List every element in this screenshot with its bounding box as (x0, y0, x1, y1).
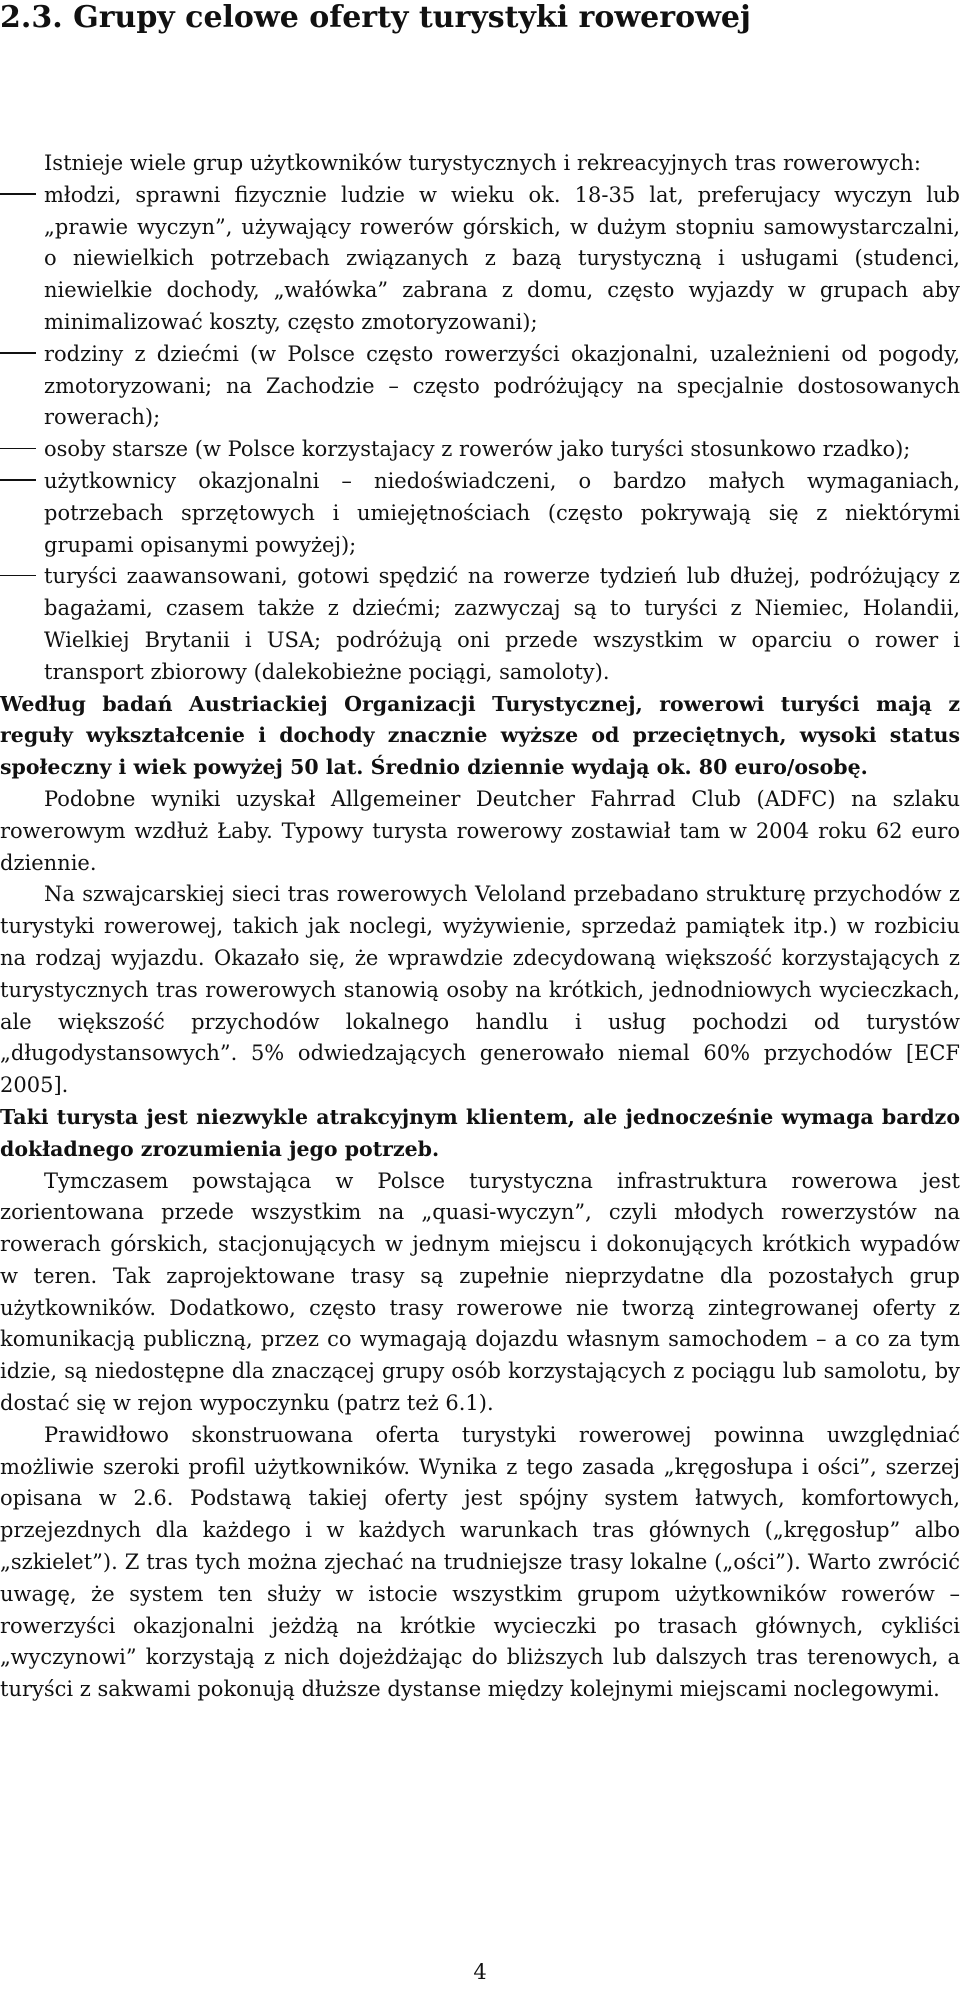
list-item-text: użytkownicy okazjonalni – niedoświadczeni, o bardzo małych wymaganiach, potrzebach sprzętowych i umiejętnościach (często pokrywają się z niektórymi grupami opisanymi powyżej); (44, 468, 960, 557)
dash-bullet (0, 434, 44, 466)
user-groups-list (0, 180, 960, 689)
list-item (0, 561, 960, 688)
list-item (0, 180, 960, 339)
list-item-text: młodzi, sprawni fizycznie ludzie w wieku ok. 18-35 lat, preferujacy wyczyn lub „prawie wyczyn”, używający rowerów górskich, w dużym stopniu samowystarczalni, o niewielkich potrzebach związanych z bazą turystyczną i usługami (studenci, niewielkie dochody, „wałówka” zabrana z domu, często wyjazdy w grupach aby minimalizować koszty, często zmotoryzowani); (44, 182, 960, 334)
list-item (0, 466, 960, 561)
page-number: 4 (473, 1960, 487, 1984)
bold-finding-paragraph: Według badań Austriackiej Organizacji Turystycznej, rowerowi turyści mają z reguły wykształcenie i dochody znacznie wyższe od przeciętnych, wysoki status społeczny i wiek powyżej 50 lat. Średnio dziennie wydają ok. 80 euro/osobę. (0, 691, 960, 780)
list-item-text: rodziny z dziećmi (w Polsce często rowerzyści okazjonalni, uzależnieni od pogody, zmotoryzowani; na Zachodzie – często podróżujący na specjalnie dostosowanych rowerach); (44, 341, 960, 430)
section-heading: 2.3. Grupy celowe oferty turystyki rowerowej (0, 0, 751, 35)
spine-and-bones-paragraph: Prawidłowo skonstruowana oferta turystyki rowerowej powinna uwzględniać możliwie szeroki profil użytkowników. Wynika z tego zasada „kręgosłupa i ości”, szerzej opisana w 2.6. Podstawą takiej oferty jest spójny system łatwych, komfortowych, przejezdnych dla każdego i w każdych warunkach tras głównych („kręgosłup” albo „szkielet”). Z tras tych można zjechać na trudniejsze trasy lokalne („ości”). Warto zwrócić uwagę, że system ten służy w istocie wszystkim grupom użytkowników rowerów – rowerzyści okazjonalni jeżdżą na krótkie wycieczki po trasach głównych, cykliści „wyczynowi” korzystają z nich dojeżdżając do bliższych lub dalszych tras terenowych, a turyści z sakwami pokonują dłuższe dystanse między kolejnymi miejscami noclegowymi. (0, 1422, 960, 1702)
document-body (0, 148, 960, 1706)
list-item (0, 434, 960, 466)
poland-infrastructure-paragraph: Tymczasem powstająca w Polsce turystyczna infrastruktura rowerowa jest zorientowana przede wszystkim na „quasi-wyczyn”, czyli młodych rowerzystów na rowerach górskich, stacjonujących w jednym miejscu i dokonujących krótkich wypadów w teren. Tak zaprojektowane trasy są zupełnie nieprzydatne dla pozostałych grup użytkowników. Dodatkowo, często trasy rowerowe nie tworzą zintegrowanej oferty z komunikacją publiczną, przez co wymagają dojazdu własnym samochodem – a co za tym idzie, są niedostępne dla znaczącej grupy osób korzystających z pociągu lub samolotu, by dostać się w rejon wypoczynku (patrz też 6.1). (0, 1168, 960, 1416)
dash-bullet (0, 339, 44, 371)
dash-bullet (0, 561, 44, 593)
list-item-text: turyści zaawansowani, gotowi spędzić na rowerze tydzień lub dłużej, podróżujący z bagażami, czasem także z dziećmi; zazwyczaj są to turyści z Niemiec, Holandii, Wielkiej Brytanii i USA; podróżują oni przede wszystkim w oparciu o rower i transport zbiorowy (dalekobieżne pociągi, samoloty). (44, 564, 960, 684)
intro-paragraph: Istnieje wiele grup użytkowników turystycznych i rekreacyjnych tras rowerowych: (44, 151, 921, 175)
list-item (0, 339, 960, 434)
adfc-paragraph: Podobne wyniki uzyskał Allgemeiner Deutcher Fahrrad Club (ADFC) na szlaku rowerowym wzdłuż Łaby. Typowy turysta rowerowy zostawiał tam w 2004 roku 62 euro dziennie. (0, 786, 960, 875)
dash-bullet (0, 180, 44, 212)
veloland-paragraph: Na szwajcarskiej sieci tras rowerowych Veloland przebadano strukturę przychodów z turystyki rowerowej, takich jak noclegi, wyżywienie, sprzedaż pamiątek itp.) w rozbiciu na rodzaj wyjazdu. Okazało się, że wprawdzie zdecydowaną większość korzystających z turystycznych tras rowerowych stanowią osoby na krótkich, jednodniowych wycieczkach, ale większość przychodów lokalnego handlu i usług pochodzi od turystów „długodystansowych”. 5% odwiedzających generowało niemal 60% przychodów [ECF 2005]. (0, 882, 960, 1098)
dash-bullet (0, 466, 44, 498)
bold-client-paragraph: Taki turysta jest niezwykle atrakcyjnym klientem, ale jednocześnie wymaga bardzo dokładnego zrozumienia jego potrzeb. (0, 1104, 960, 1161)
list-item-text: osoby starsze (w Polsce korzystajacy z rowerów jako turyści stosunkowo rzadko); (44, 437, 911, 462)
